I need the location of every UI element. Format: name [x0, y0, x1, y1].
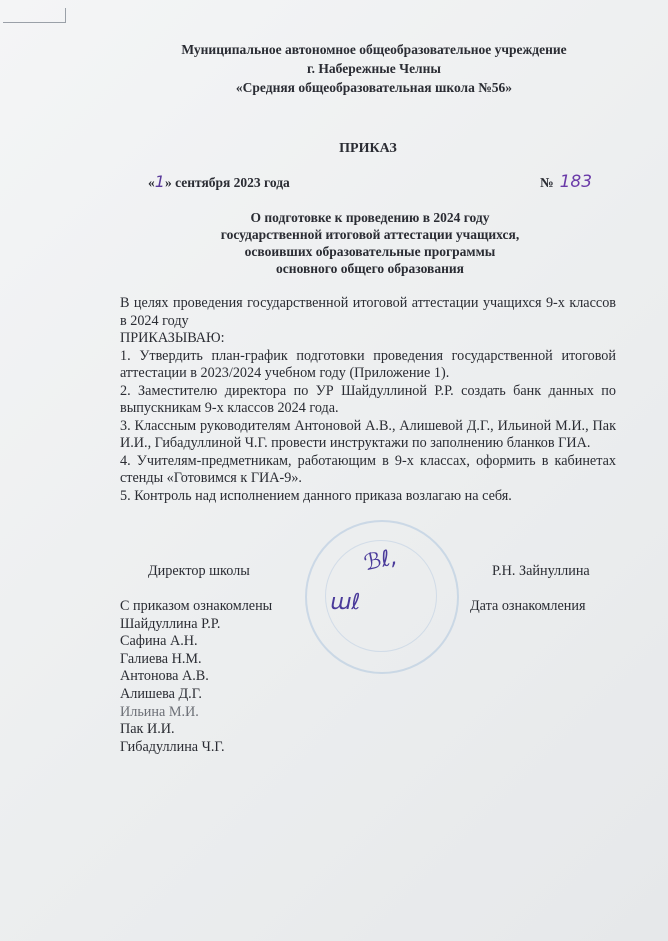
order-number: [540, 172, 592, 192]
number-handwritten: 183: [559, 172, 593, 192]
order-item-2: 2. Заместителю директора по УР Шайдуллиной Р.Р. создать банк данных по выпускникам 9-х классов 2024 года.: [120, 382, 616, 416]
ack-name: Пак И.И.: [120, 721, 175, 738]
order-word: ПРИКАЗЫВАЮ:: [120, 330, 225, 346]
acknowledgement-list: [120, 598, 272, 756]
ack-name: Шайдуллина Р.Р.: [120, 615, 221, 632]
director-signature-mark: ℬℓ,: [361, 544, 400, 577]
acknowledgement-signature-mark: ɯℓ: [330, 590, 361, 615]
acknowledgement-date-label: Дата ознакомления: [470, 598, 586, 614]
order-body: [120, 295, 616, 505]
header-line-3: «Средняя общеобразовательная школа №56»: [235, 80, 513, 95]
ack-name: Сафина А.Н.: [120, 633, 198, 650]
document-title: ПРИКАЗ: [339, 141, 397, 156]
subject-line-3: освоивших образовательные программы: [244, 244, 496, 259]
number-label: №: [540, 175, 554, 190]
order-date: [148, 172, 290, 191]
order-item-3: 3. Классным руководителям Антоновой А.В., Алишевой Д.Г., Ильиной М.И., Пак И.И., Гибадуллиной Ч.Г. провести инструктажи по заполнению бланков ГИА.: [120, 417, 616, 451]
date-prefix: «: [148, 175, 155, 190]
order-item-5: 5. Контроль над исполнением данного приказа возлагаю на себя.: [120, 487, 512, 504]
order-item-4: 4. Учителям-предметникам, работающим в 9-х классах, оформить в кабинетах стенды «Готовимся к ГИА-9».: [120, 452, 616, 486]
intro-paragraph: В целях проведения государственной итоговой аттестации учащихся 9-х классов в 2024 году: [120, 295, 616, 329]
header-line-1: Муниципальное автономное общеобразовательное учреждение: [181, 42, 567, 57]
acknowledgement-label: С приказом ознакомлены: [120, 598, 273, 614]
date-day-handwritten: 1: [154, 172, 165, 191]
director-role: Директор школы: [148, 563, 250, 579]
subject-line-2: государственной итоговой аттестации учащихся,: [220, 227, 520, 242]
ack-name: Ильина М.И.: [120, 703, 199, 720]
ack-name: Гибадуллина Ч.Г.: [120, 738, 225, 755]
header-line-2: г. Набережные Челны: [307, 61, 441, 76]
ack-name: Галиева Н.М.: [120, 650, 202, 667]
ack-name: Антонова А.В.: [120, 668, 209, 685]
order-subject: [36, 209, 668, 277]
director-name: Р.Н. Зайнуллина: [492, 563, 590, 579]
ack-name: Алишева Д.Г.: [120, 685, 202, 702]
subject-line-4: основного общего образования: [276, 261, 464, 276]
corner-mark: [3, 8, 66, 23]
date-suffix: » сентября 2023 года: [164, 175, 290, 190]
order-item-1: 1. Утвердить план-график подготовки проведения государственной итоговой аттестации в 2023/2024 учебном году (Приложение 1).: [120, 347, 616, 381]
subject-line-1: О подготовке к проведению в 2024 году: [250, 210, 490, 225]
organization-header: [40, 40, 668, 97]
